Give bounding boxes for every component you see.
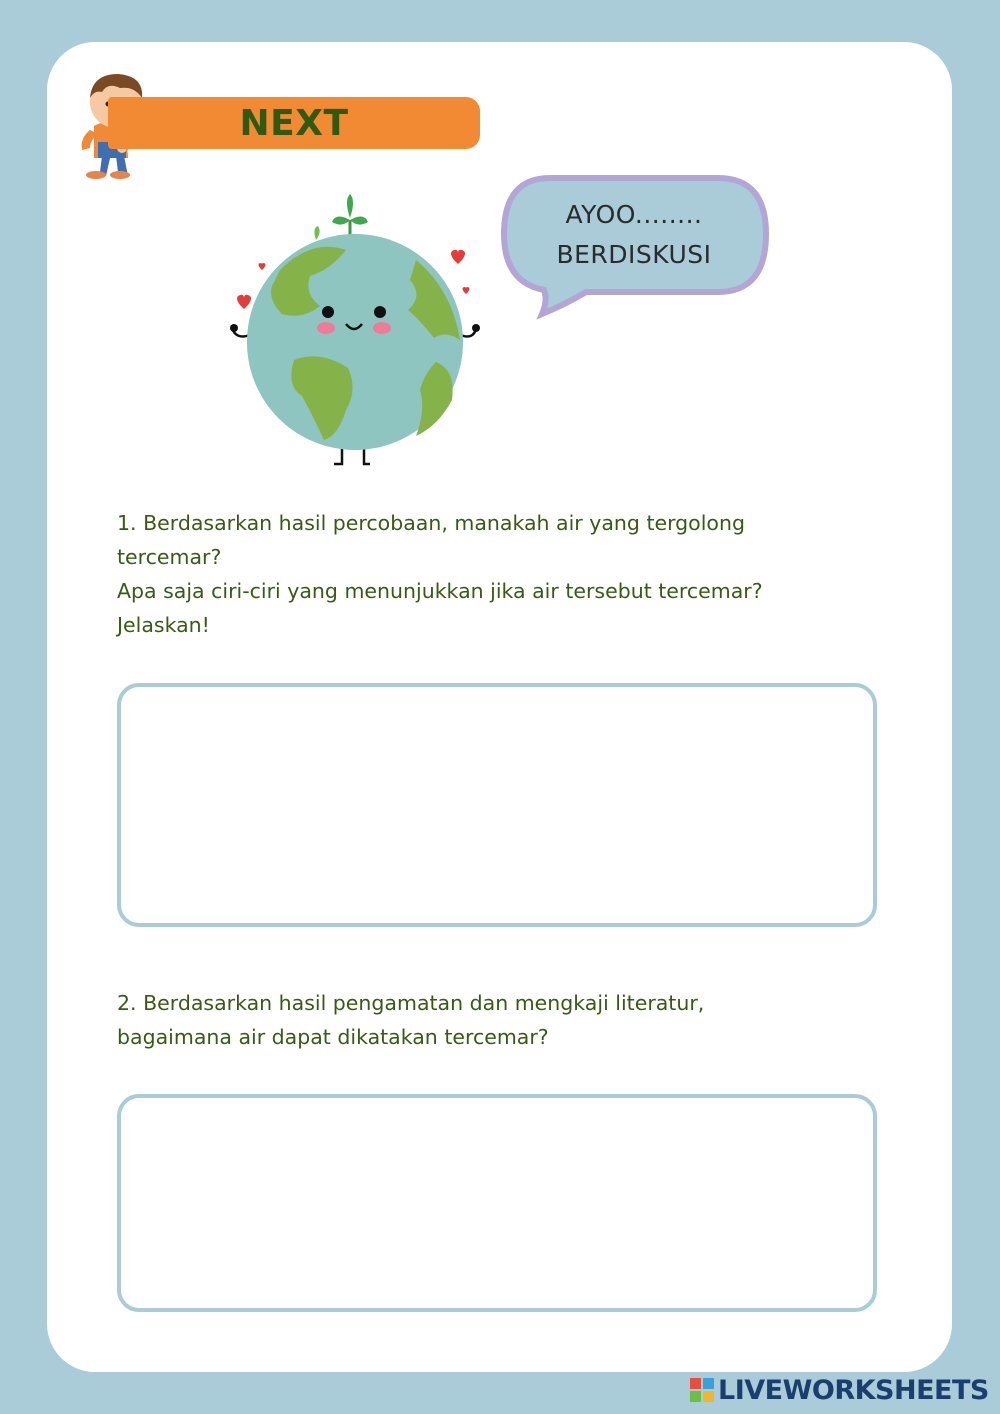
question-1-line: Jelaskan! [117, 613, 210, 637]
bubble-line-1: AYOO........ [565, 200, 703, 229]
question-1-line: tercemar? [117, 545, 222, 569]
question-1-line: Apa saja ciri-ciri yang menunjukkan jika air tersebut tercemar? [117, 579, 763, 603]
footer-brand: LIVEWORKSHEETS [718, 1374, 989, 1406]
answer-2-field[interactable] [117, 1094, 877, 1312]
speech-bubble-text [506, 195, 762, 275]
bubble-line-2: BERDISKUSI [556, 240, 712, 269]
banner-label: NEXT [239, 102, 349, 144]
question-2-line: 2. Berdasarkan hasil pengamatan dan mengkaji literatur, [117, 991, 705, 1015]
question-2 [117, 986, 887, 1054]
liveworksheets-logo[interactable] [690, 1374, 989, 1406]
next-banner [108, 97, 480, 149]
earth-mascot-icon [220, 190, 490, 475]
question-1 [117, 506, 887, 642]
liveworksheets-logo-icon [690, 1378, 714, 1402]
answer-1-field[interactable] [117, 683, 877, 927]
question-2-line: bagaimana air dapat dikatakan tercemar? [117, 1025, 549, 1049]
question-1-line: 1. Berdasarkan hasil percobaan, manakah air yang tergolong [117, 511, 745, 535]
